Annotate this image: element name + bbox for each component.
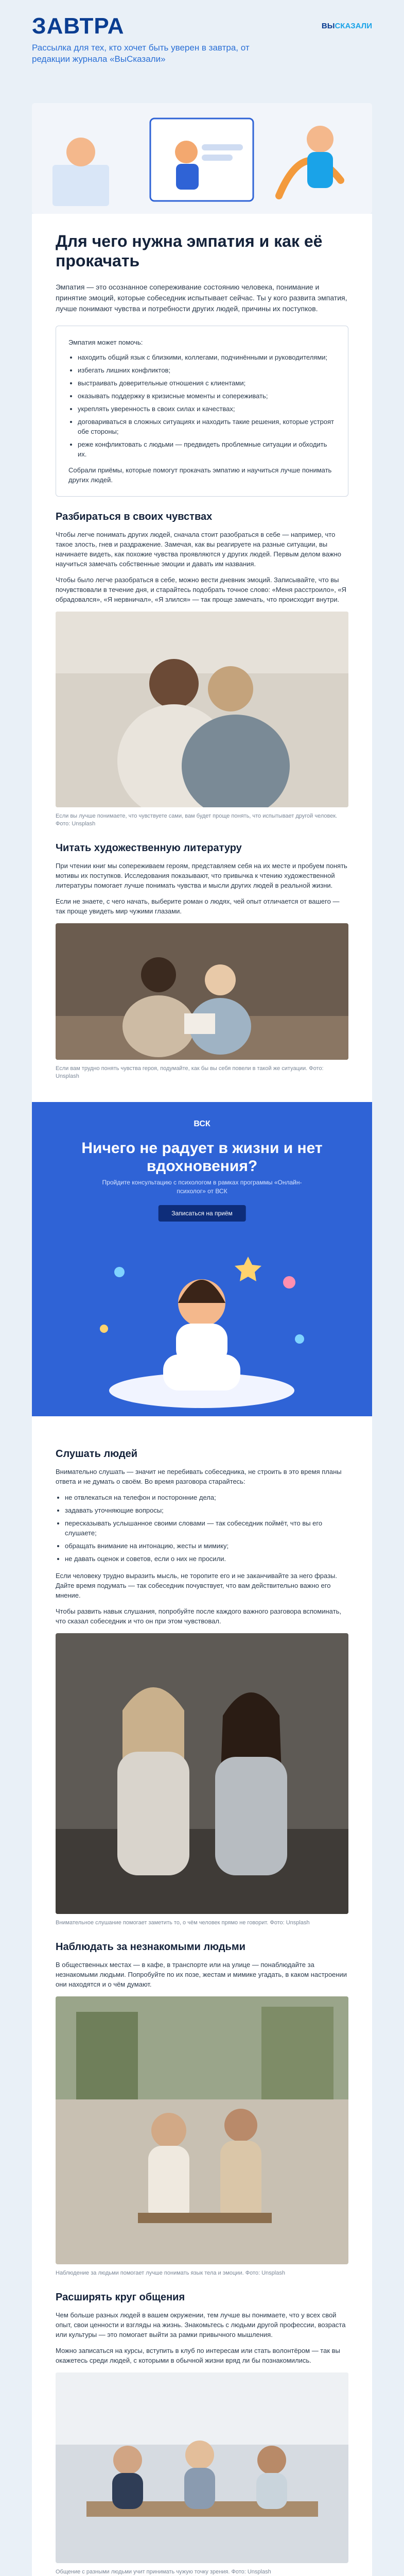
promo-title: Ничего не радует в жизни и нет вдохновения? xyxy=(81,1140,323,1175)
list-item: • реже конфликтовать с людьми — предвидеть проблемные ситуации и обходить их. xyxy=(78,439,336,459)
photo-office-group xyxy=(56,2372,348,2563)
promo-logo: ВСК xyxy=(194,1120,210,1128)
section-paragraph: Можно записаться на курсы, вступить в клуб по интересам или стать волонтёром — так вы окажетесь среди людей, с которыми в обычной жизни вряд ли бы познакомились. xyxy=(56,2347,340,2364)
article-title: Для чего нужна эмпатия и как её прокачать xyxy=(56,232,323,270)
partner-logo[interactable] xyxy=(322,22,372,30)
list-item: • не отвлекаться на телефон и посторонние дела; xyxy=(65,1493,348,1502)
hero-illustration xyxy=(32,103,372,214)
hero-illustration-svg xyxy=(32,103,372,214)
photo-svg xyxy=(56,923,348,1060)
photo-caption: Внимательное слушание помогает заметить то, о чём человек прямо не говорит. Фото: Unsplash xyxy=(56,1920,310,1926)
section-paragraph: Чтобы развить навык слушания, попробуйте после каждого важного разговора вспоминать, что сказал собеседник и что он при этом чувствовал. xyxy=(56,1607,341,1625)
section-title: Слушать людей xyxy=(56,1448,138,1460)
article-card-continued xyxy=(32,1416,372,2576)
photo-cafe-people xyxy=(56,1996,348,2264)
section-title: Читать художественную литературу xyxy=(56,842,242,854)
photo-two-women-talk xyxy=(56,1633,348,1914)
section-paragraph: Внимательно слушать — значит не перебивать собеседника, не строить в это время планы ответа и не думать о своём. Во время разговора старайтесь: xyxy=(56,1468,342,1485)
benefits-list xyxy=(78,352,336,459)
list-item: • находить общий язык с близкими, коллегами, подчинёнными и руководителями; xyxy=(78,352,336,362)
list-item: • не давать оценок и советов, если о них не просили. xyxy=(65,1554,348,1564)
list-item: • договариваться в сложных ситуациях и находить такие решения, которые устроят обе стороны; xyxy=(78,417,336,436)
section-paragraph: Если не знаете, с чего начать, выберите роман о людях, чей опыт отличается от вашего — так проще увидеть мир чужими глазами. xyxy=(56,897,340,915)
section-title: Разбираться в своих чувствах xyxy=(56,511,213,522)
newsletter-tagline: Рассылка для тех, кто хочет быть уверен в завтра, от редакции журнала «ВыСказали» xyxy=(32,43,250,64)
benefits-intro: Эмпатия может помочь: xyxy=(68,338,143,346)
photo-caption: Если вы лучше понимаете, что чувствуете сами, вам будет проще понять, что испытывает другой человек. Фото: Unsplash xyxy=(56,813,338,827)
photo-svg xyxy=(56,2372,348,2563)
photo-caption: Наблюдение за людьми помогает лучше понимать язык тела и эмоции. Фото: Unsplash xyxy=(56,2270,285,2276)
section-paragraph: При чтении книг мы сопереживаем героям, представляем себя на их месте и пробуем понять мотивы их поступков. Исследования показывают, что привычка к чтению художественной литературы помогает лучше понимать чувства и мысли других людей в реальной жизни. xyxy=(56,862,347,889)
promo-illustration xyxy=(32,1226,372,1416)
photo-svg xyxy=(56,612,348,807)
promo-banner[interactable] xyxy=(32,1102,372,1416)
photo-svg xyxy=(56,1633,348,1914)
newsletter-brand: ЗАВТРА xyxy=(32,13,125,39)
section-paragraph: В общественных местах — в кафе, в транспорте или на улице — понаблюдайте за незнакомыми людьми. Попробуйте по их позе, жестам и мимике угадать, в каком настроении они находятся и о чём думают. xyxy=(56,1961,347,1988)
list-item: • укреплять уверенность в своих силах и качествах; xyxy=(78,404,336,414)
list-item: • избегать лишних конфликтов; xyxy=(78,365,336,375)
section-title: Наблюдать за незнакомыми людьми xyxy=(56,1941,245,1953)
section-paragraph: Если человеку трудно выразить мысль, не торопите его и не заканчивайте за него фразы. Дайте время подумать — так собеседник почувствует, что вам действительно важно его мнение. xyxy=(56,1572,337,1599)
list-item: • оказывать поддержку в кризисные моменты и сопереживать; xyxy=(78,391,336,401)
promo-subtitle: Пройдите консультацию с психологом в рамках программы «Онлайн-психолог» от ВСК xyxy=(102,1179,302,1195)
section-title: Расширять круг общения xyxy=(56,2292,185,2303)
newsletter-header xyxy=(0,0,404,103)
section-paragraph: Чтобы легче понимать других людей, сначала стоит разобраться в себе — например, что такое злость, гнев и раздражение. Замечая, как вы реагируете на разные ситуации, вы начинаете видеть, как похожие чувства проявляются у других людей. Первым делом важно научиться замечать собственные эмоции и давать им названия. xyxy=(56,531,342,568)
listening-list xyxy=(65,1493,348,1564)
list-item: • выстраивать доверительные отношения с клиентами; xyxy=(78,378,336,388)
list-item: • пересказывать услышанное своими словами — так собеседник поймёт, что вы его слушаете; xyxy=(65,1518,348,1538)
promo-button[interactable]: Записаться на приём xyxy=(158,1205,246,1222)
section-paragraph: Чтобы было легче разобраться в себе, можно вести дневник эмоций. Записывайте, что вы почувствовали в течение дня, и старайтесь подобрать точное слово: «Меня расстроило», «Я обрадовался», «Я нервничал», «Я злился» — так проще замечать, что происходит внутри. xyxy=(56,576,347,603)
list-item: • задавать уточняющие вопросы; xyxy=(65,1505,348,1515)
list-item: • обращать внимание на интонацию, жесты и мимику; xyxy=(65,1541,348,1551)
partner-logo-suffix: СКАЗАЛИ xyxy=(335,22,372,30)
benefits-box xyxy=(56,326,348,497)
photo-family-reading xyxy=(56,923,348,1060)
photo-caption: Если вам трудно понять чувства героя, подумайте, как бы вы себя повели в такой же ситуации. Фото: Unsplash xyxy=(56,1065,324,1079)
benefits-outro: Собрали приёмы, которые помогут прокачать эмпатию и научиться лучше понимать других людей. xyxy=(68,466,332,484)
article-card xyxy=(32,214,372,1102)
partner-logo-prefix: ВЫ xyxy=(321,22,335,30)
photo-caption: Общение с разными людьми учит принимать чужую точку зрения. Фото: Unsplash xyxy=(56,2569,271,2575)
section-paragraph: Чем больше разных людей в вашем окружении, тем лучше вы понимаете, что у всех свой опыт, свои ценности и взгляды на жизнь. Знакомьтесь с людьми другой профессии, возраста или культуры — это помогает выйти за рамки привычного мышления. xyxy=(56,2311,346,2338)
photo-svg xyxy=(56,1996,348,2264)
article-lead: Эмпатия — это осознанное сопереживание состоянию человека, понимание и принятие эмоций, которые собеседник испытывает сейчас. Ты у кого развита эмпатия, лучше понимают чувства и потребности других людей, причины их поступков. xyxy=(56,283,347,313)
photo-two-women-hug xyxy=(56,612,348,807)
